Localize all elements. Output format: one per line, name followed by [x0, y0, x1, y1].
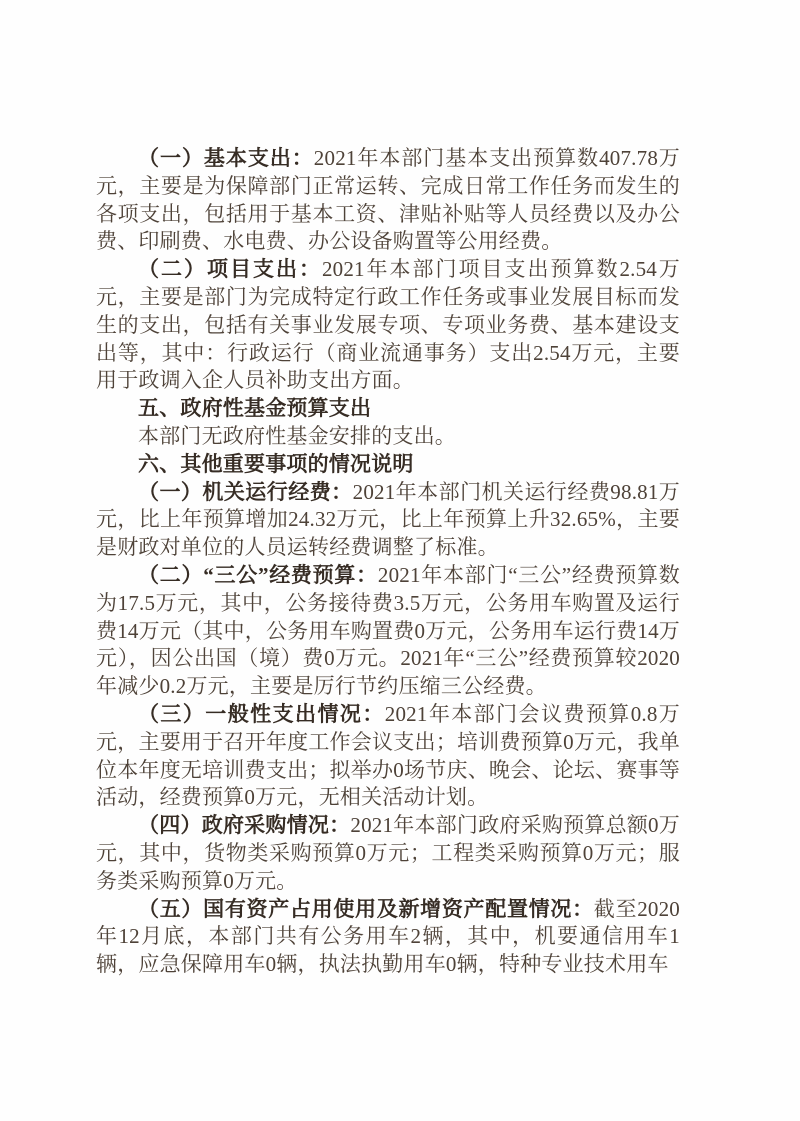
paragraph-body: 2021年本部门政府采购预算总额0万元，其中，货物类采购预算0万元；工程类采购预算0万元；服务类采购预算0万元。 — [96, 813, 680, 893]
paragraph-no-government-fund — [96, 423, 680, 451]
paragraph-body: 2021年本部门机关运行经费98.81万元，比上年预算增加24.32万元，比上年预算上升32.65%，主要是财政对单位的人员运转经费调整了标准。 — [96, 479, 681, 560]
paragraph-body: 2021年本部门“三公”经费预算数为17.5万元，其中，公务接待费3.5万元，公务用车购置及运行费14万元（其中，公务用车购置费0万元，公务用车运行费14万元），因公出国（境）费0万元。2021年“三公”经费预算较2020年减少0.2万元，主要是厉行节约压缩三公经费。 — [96, 562, 680, 699]
paragraph-project-expenditure — [96, 256, 680, 395]
paragraph-lead: （一）机关运行经费： — [138, 479, 353, 504]
heading-other-important-matters — [96, 451, 680, 479]
paragraph-lead: （二）项目支出： — [138, 257, 322, 282]
paragraph-agency-operating-expense — [96, 479, 680, 562]
paragraph-government-procurement — [96, 812, 680, 895]
paragraph-body: 截至2020年12月底，本部门共有公务用车2辆，其中，机要通信用车1辆，应急保障用车0辆，执法执勤用车0辆，特种专业技术用车 — [96, 896, 681, 977]
paragraph-body: 2021年本部门基本支出预算数407.78万元，主要是为保障部门正常运转、完成日常工作任务而发生的各项支出，包括用于基本工资、津贴补贴等人员经费以及办公费、印刷费、水电费、办公设备购置等公用经费。 — [96, 146, 680, 254]
paragraph-lead: （四）政府采购情况： — [138, 813, 351, 838]
paragraph-lead: （二）“三公”经费预算： — [138, 562, 378, 587]
heading-government-fund-budget — [96, 395, 680, 423]
document-text-block — [96, 145, 680, 979]
paragraph-state-assets-usage — [96, 896, 680, 979]
section-heading-text: 六、其他重要事项的情况说明 — [138, 451, 414, 476]
paragraph-lead: （五）国有资产占用使用及新增资产配置情况： — [138, 896, 594, 921]
section-heading-text: 五、政府性基金预算支出 — [138, 396, 372, 421]
paragraph-body: 2021年本部门项目支出预算数2.54万元，主要是部门为完成特定行政工作任务或事业发展目标而发生的支出，包括有关事业发展专项、专项业务费、基本建设支出等，其中：行政运行（商业流通事务）支出2.54万元，主要用于政调入企人员补助支出方面。 — [96, 257, 681, 393]
paragraph-basic-expenditure — [96, 145, 680, 256]
paragraph-body: 2021年本部门会议费预算0.8万元，主要用于召开年度工作会议支出；培训费预算0万元，我单位本年度无培训费支出；拟举办0场节庆、晚会、论坛、赛事等活动，经费预算0万元，无相关活动计划。 — [96, 701, 681, 810]
paragraph-body: 本部门无政府性基金安排的支出。 — [138, 423, 456, 448]
paragraph-lead: （三）一般性支出情况： — [138, 701, 385, 726]
paragraph-general-expenditure — [96, 701, 680, 812]
paragraph-lead: （一）基本支出： — [138, 146, 314, 170]
paragraph-three-public-expense — [96, 562, 680, 701]
